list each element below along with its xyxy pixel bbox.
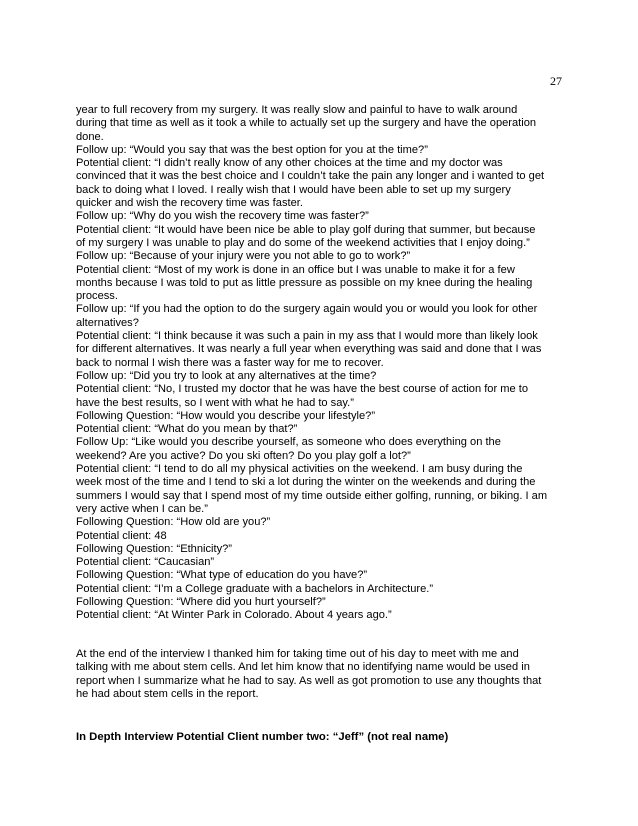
transcript-line: for different alternatives. It was nearly a full year when everything was said and done that I was <box>76 343 542 356</box>
transcript-line: week most of the time and I tend to ski a lot during the winter on the weekends and during the <box>76 476 536 489</box>
transcript-line: Potential client: 48 <box>76 529 167 542</box>
transcript-line: Potential client: “I didn’t really know of any other choices at the time and my doctor was <box>76 157 503 170</box>
transcript-line: back to doing what I loved. I really wish that I would have been able to set up my surgery <box>76 183 511 196</box>
transcript-line: Following Question: “What type of education do you have?” <box>76 569 368 582</box>
transcript-line: Potential client: “I’m a College graduate with a bachelors in Architecture.” <box>76 582 434 595</box>
transcript-line: Follow up: “Why do you wish the recovery time was faster?” <box>76 210 369 223</box>
transcript-line: Follow Up: “Like would you describe yourself, as someone who does everything on the <box>76 436 501 449</box>
transcript-line: process. <box>76 290 118 303</box>
transcript-line: Potential client: “What do you mean by that?” <box>76 423 298 436</box>
transcript-line: Potential client: “I think because it was such a pain in my ass that I would more than likely look <box>76 330 538 343</box>
transcript-line: Follow up: “Did you try to look at any alternatives at the time? <box>76 369 377 382</box>
transcript-line: alternatives? <box>76 316 139 329</box>
transcript-line: months because I was told to put as little pressure as possible on my knee during the healing <box>76 276 533 289</box>
transcript-line: very active when I can be.” <box>76 502 208 515</box>
transcript-line: have the best results, so I went with what he had to say.” <box>76 396 354 409</box>
closing-line: At the end of the interview I thanked him for taking time out of his day to meet with me and <box>76 648 519 660</box>
transcript-line: during that time as well as it took a while to actually set up the surgery and have the operation <box>76 117 537 130</box>
transcript-line: done. <box>76 130 104 143</box>
closing-line: he had about stem cells in the report. <box>76 687 259 700</box>
closing-line: report when I summarize what he had to say. As well as got promotion to use any thoughts that <box>76 674 542 687</box>
transcript-line: Follow up: “Would you say that was the best option for you at the time?” <box>76 143 428 156</box>
transcript-line: Potential client: “No, I trusted my doctor that he was have the best course of action for me to <box>76 383 528 396</box>
page-number: 27 <box>550 74 562 88</box>
transcript-line: Follow up: “Because of your injury were you not able to go to work?” <box>76 250 411 263</box>
transcript-line: Potential client: “I tend to do all my physical activities on the weekend. I am busy during the <box>76 463 523 476</box>
transcript-line: Following Question: “How would you describe your lifestyle?” <box>76 409 376 422</box>
transcript-line: Follow up: “If you had the option to do the surgery again would you or would you look for other <box>76 303 538 316</box>
transcript-line: back to normal I wish there was a faster way for me to recover. <box>76 356 384 369</box>
transcript-line: Following Question: “Ethnicity?” <box>76 542 232 555</box>
transcript-line: Potential client: “Most of my work is done in an office but I was unable to make it for a few <box>76 263 515 276</box>
transcript-line: Following Question: “Where did you hurt yourself?” <box>76 595 326 608</box>
transcript-line: of my surgery I was unable to play and do some of the weekend activities that I enjoy doing.” <box>76 236 530 249</box>
transcript-line: Potential client: “At Winter Park in Colorado. About 4 years ago.” <box>76 609 392 622</box>
transcript-line: quicker and wish the recovery time was faster. <box>76 197 303 210</box>
transcript-line: year to full recovery from my surgery. It was really slow and painful to have to walk around <box>76 104 518 116</box>
closing-paragraph <box>76 648 564 701</box>
transcript-line: convinced that it was the best choice and I couldn’t take the pain any longer and i wanted to get <box>76 170 545 183</box>
section-heading: In Depth Interview Potential Client number two: “Jeff” (not real name) <box>76 731 449 743</box>
transcript-line: weekend? Are you active? Do you ski often? Do you play golf a lot?” <box>76 449 411 462</box>
closing-line: talking with me about stem cells. And let him know that no identifying name would be used in <box>76 661 530 674</box>
transcript-line: Following Question: “How old are you?” <box>76 516 271 529</box>
transcript-line: summers I would say that I spend most of my time outside either golfing, running, or biking. I am <box>76 489 548 502</box>
transcript-line: Potential client: “It would have been nice be able to play golf during that summer, but because <box>76 223 536 236</box>
transcript-line: Potential client: “Caucasian” <box>76 556 215 569</box>
interview-transcript <box>76 104 564 623</box>
